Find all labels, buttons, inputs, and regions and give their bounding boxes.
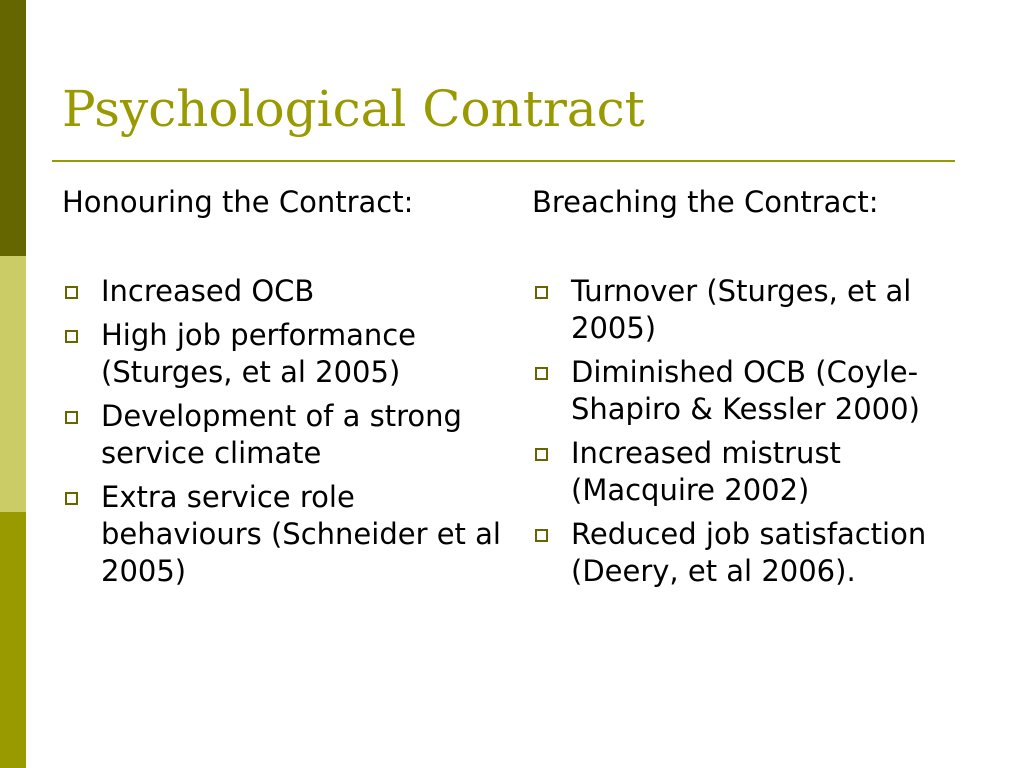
bullet-icon — [535, 367, 548, 380]
bullet-icon — [65, 411, 78, 424]
list-item-text: High job performance (Sturges, et al 2005) — [101, 318, 417, 389]
list-item-text: Turnover (Sturges, et al 2005) — [571, 274, 912, 345]
list-item — [532, 435, 972, 509]
side-bar-bottom — [0, 512, 26, 768]
slide-title: Psychological Contract — [62, 80, 645, 138]
honouring-list — [62, 273, 502, 590]
list-item — [62, 398, 502, 472]
list-item-text: Extra service role behaviours (Schneider et al 2005) — [101, 480, 501, 588]
list-item — [62, 273, 502, 310]
list-item-text: Increased OCB — [101, 274, 315, 308]
bullet-icon — [65, 492, 78, 505]
list-item — [62, 479, 502, 590]
list-item-text: Development of a strong service climate — [101, 399, 462, 470]
list-item — [62, 317, 502, 391]
list-item — [532, 354, 972, 428]
breaching-column — [532, 184, 972, 597]
bullet-icon — [535, 448, 548, 461]
honouring-heading: Honouring the Contract: — [62, 185, 414, 219]
list-item — [532, 516, 972, 590]
bullet-icon — [535, 529, 548, 542]
breaching-heading: Breaching the Contract: — [532, 185, 879, 219]
bullet-icon — [65, 286, 78, 299]
title-divider — [52, 160, 955, 162]
list-item-text: Increased mistrust (Macquire 2002) — [571, 436, 841, 507]
side-bar-top — [0, 0, 26, 256]
bullet-icon — [535, 286, 548, 299]
side-bar-middle — [0, 256, 26, 512]
list-item-text: Reduced job satisfaction (Deery, et al 2006). — [571, 517, 927, 588]
list-item-text: Diminished OCB (Coyle-Shapiro & Kessler 2000) — [571, 355, 920, 426]
list-item — [532, 273, 972, 347]
honouring-column — [62, 184, 502, 597]
bullet-icon — [65, 330, 78, 343]
breaching-list — [532, 273, 972, 590]
